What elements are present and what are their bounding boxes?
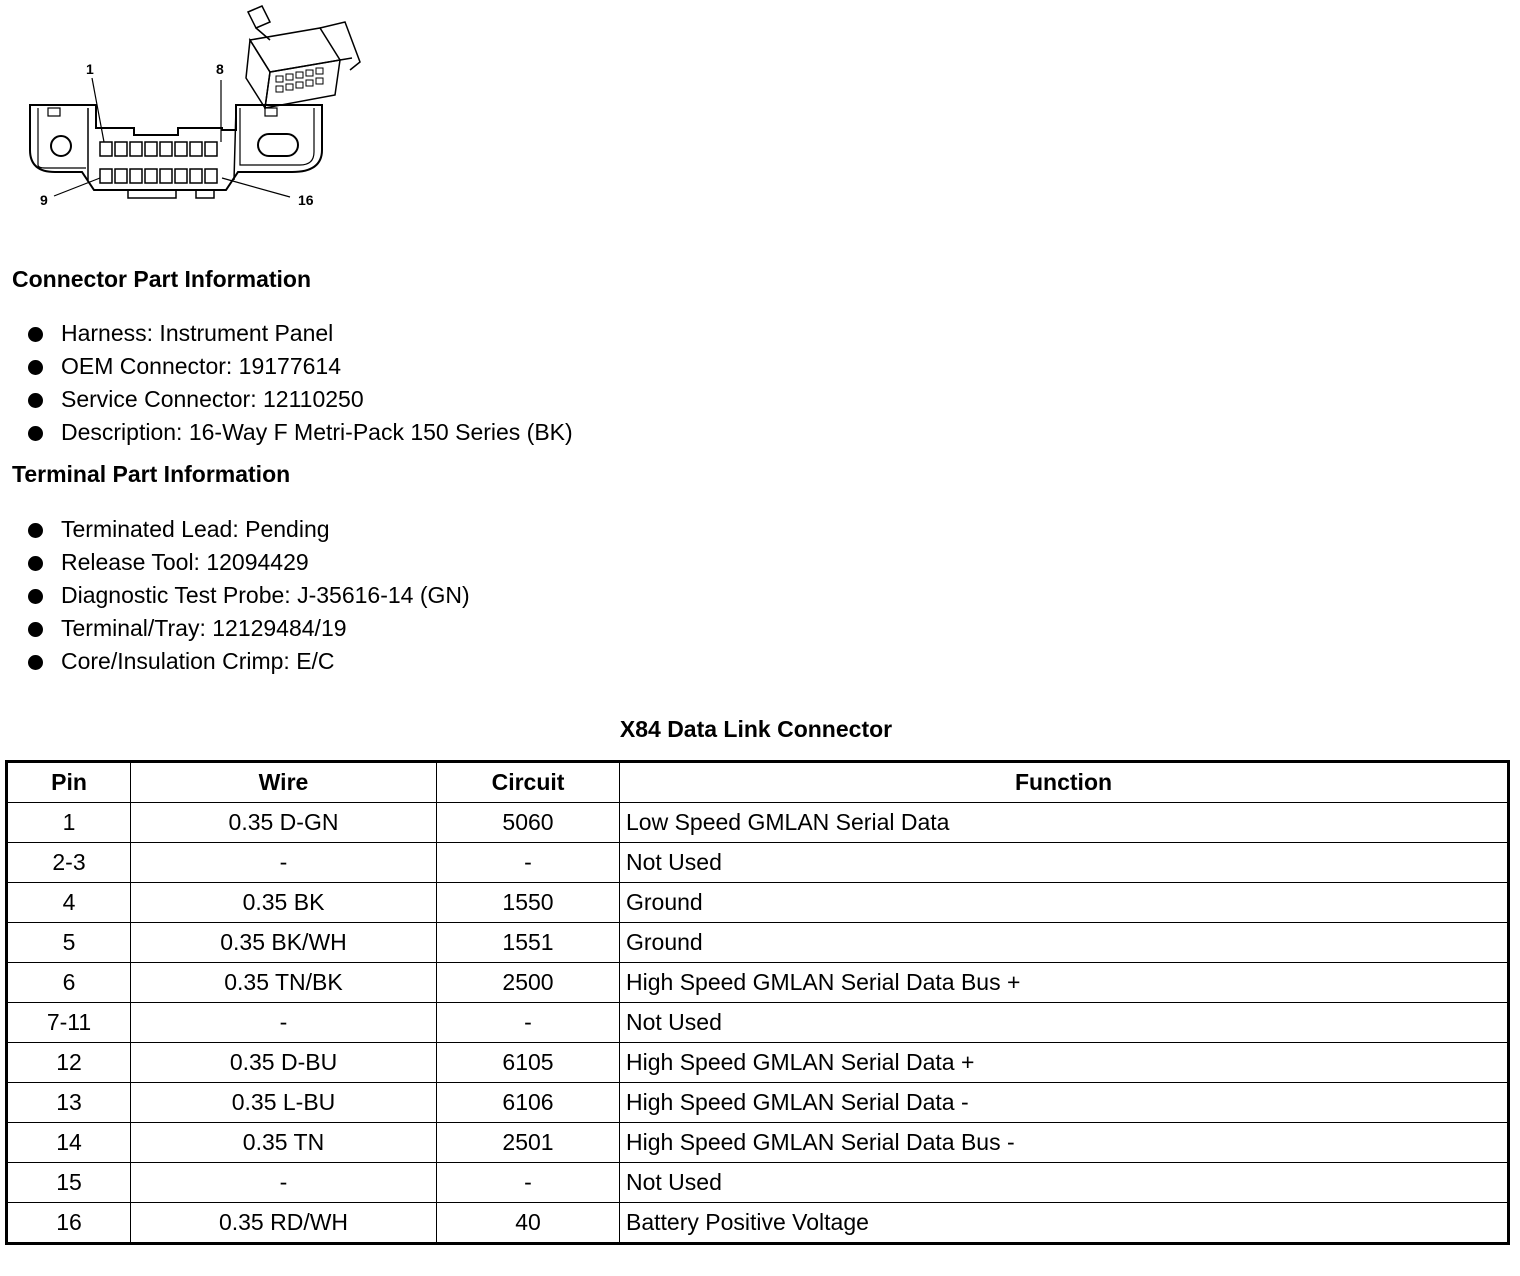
pin-cavities [100,142,217,183]
cell-wire: 0.35 TN/BK [131,963,437,1003]
cell-circuit: 2501 [437,1123,620,1163]
table-header-row [7,762,1509,803]
header-pin: Pin [7,762,131,803]
cell-circuit: - [437,1163,620,1203]
cell-circuit: 40 [437,1203,620,1244]
table-row [7,843,1509,883]
cell-pin: 15 [7,1163,131,1203]
cell-pin: 14 [7,1123,131,1163]
table-row [7,1083,1509,1123]
cell-wire: 0.35 L-BU [131,1083,437,1123]
table-title: X84 Data Link Connector [619,716,893,742]
cell-function: Not Used [620,1163,1509,1203]
cell-pin: 13 [7,1083,131,1123]
pin-label-9: 9 [40,192,48,208]
cell-pin: 16 [7,1203,131,1244]
cell-function: Not Used [620,843,1509,883]
pin-label-8: 8 [216,61,224,77]
cell-pin: 7-11 [7,1003,131,1043]
cell-pin: 1 [7,803,131,843]
list-item: OEM Connector: 19177614 [28,350,573,383]
cell-circuit: 5060 [437,803,620,843]
list-item: Diagnostic Test Probe: J-35616-14 (GN) [28,579,470,612]
cell-function: High Speed GMLAN Serial Data + [620,1043,1509,1083]
pin-label-1: 1 [86,61,94,77]
cell-wire: 0.35 D-BU [131,1043,437,1083]
cell-wire: - [131,843,437,883]
list-item: Terminated Lead: Pending [28,513,470,546]
cell-circuit: 2500 [437,963,620,1003]
cell-wire: - [131,1163,437,1203]
cell-pin: 5 [7,923,131,963]
cell-pin: 4 [7,883,131,923]
cell-function: Ground [620,923,1509,963]
cell-wire: 0.35 D-GN [131,803,437,843]
terminal-info-title: Terminal Part Information [12,461,291,487]
list-item: Description: 16-Way F Metri-Pack 150 Series (BK) [28,416,573,449]
cell-function: Battery Positive Voltage [620,1203,1509,1244]
cell-function: High Speed GMLAN Serial Data Bus - [620,1123,1509,1163]
cell-wire: 0.35 RD/WH [131,1203,437,1244]
connector-info-title: Connector Part Information [12,266,312,292]
cell-circuit: 6105 [437,1043,620,1083]
connector-face [30,105,322,198]
list-item: Release Tool: 12094429 [28,546,470,579]
connector-info-list [28,317,573,449]
connector-3d-icon [246,6,360,108]
table-row [7,1003,1509,1043]
table-row [7,963,1509,1003]
cell-function: Not Used [620,1003,1509,1043]
cell-wire: 0.35 BK/WH [131,923,437,963]
list-item: Terminal/Tray: 12129484/19 [28,612,470,645]
list-item: Harness: Instrument Panel [28,317,573,350]
header-function: Function [620,762,1509,803]
table-row [7,883,1509,923]
cell-function: High Speed GMLAN Serial Data Bus + [620,963,1509,1003]
list-item: Service Connector: 12110250 [28,383,573,416]
cell-pin: 12 [7,1043,131,1083]
cell-wire: 0.35 BK [131,883,437,923]
cell-pin: 6 [7,963,131,1003]
table-row [7,1163,1509,1203]
header-wire: Wire [131,762,437,803]
cell-wire: - [131,1003,437,1043]
connector-diagram [0,0,380,220]
table-row [7,923,1509,963]
table-row [7,803,1509,843]
cell-function: High Speed GMLAN Serial Data - [620,1083,1509,1123]
pin-label-16: 16 [298,192,314,208]
cell-circuit: - [437,843,620,883]
cell-circuit: 1550 [437,883,620,923]
terminal-info-list [28,513,470,678]
cell-circuit: - [437,1003,620,1043]
cell-circuit: 6106 [437,1083,620,1123]
list-item: Core/Insulation Crimp: E/C [28,645,470,678]
pinout-table [5,760,1510,1245]
header-circuit: Circuit [437,762,620,803]
cell-function: Low Speed GMLAN Serial Data [620,803,1509,843]
cell-circuit: 1551 [437,923,620,963]
table-row [7,1203,1509,1244]
cell-wire: 0.35 TN [131,1123,437,1163]
table-row [7,1043,1509,1083]
cell-function: Ground [620,883,1509,923]
table-row [7,1123,1509,1163]
cell-pin: 2-3 [7,843,131,883]
